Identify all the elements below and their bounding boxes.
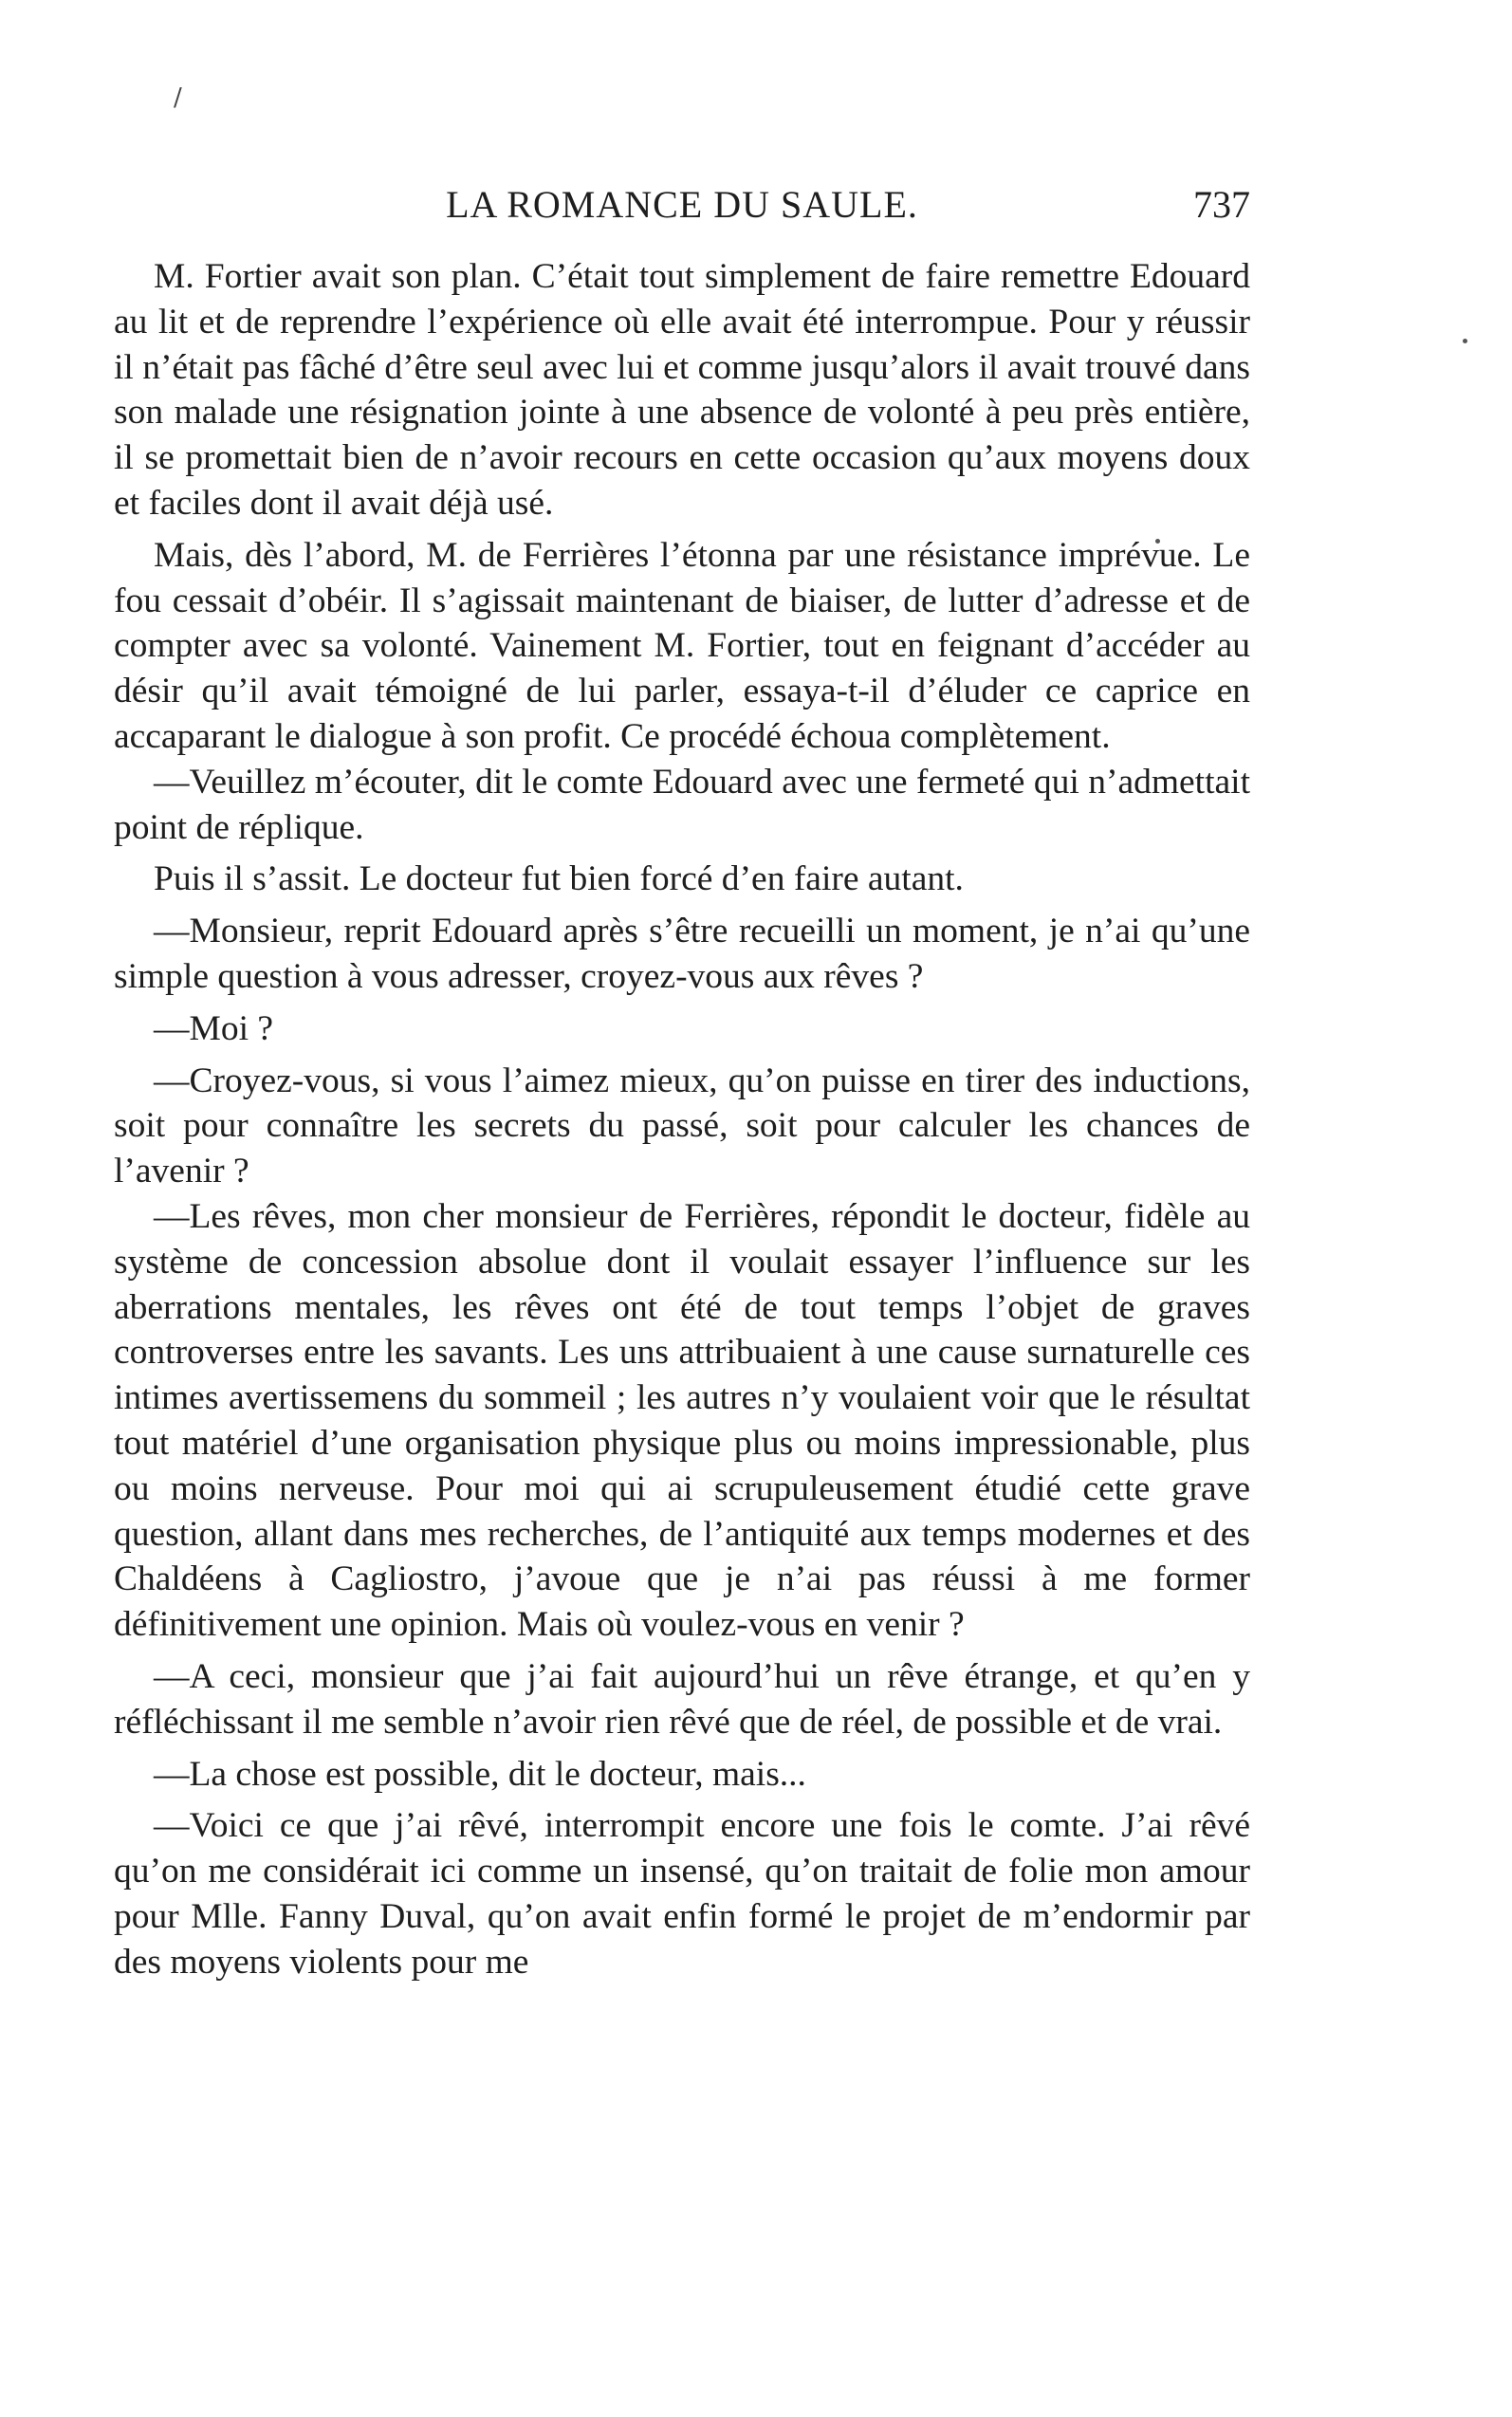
paragraph: —La chose est possible, dit le docteur, mais...: [154, 1754, 806, 1794]
paragraph: —Veuillez m’écouter, dit le comte Edouard avec une fermeté qui n’admettait point de réplique.: [114, 762, 1250, 847]
body-text: [114, 254, 1250, 1984]
paragraph: —Moi ?: [154, 1008, 274, 1048]
paragraph: Mais, dès l’abord, M. de Ferrières l’étonna par une résistance imprévue. Le fou cessait d’obéir. Il s’agissait maintenant de biaiser, de lutter d’adresse et de compter avec sa volonté. Vainement M. Fortier, tout en feignant d’accéder au désir qu’il avait témoigné de lui parler, essaya-t-il d’éluder ce caprice en accaparant le dialogue à son profit. Ce procédé échoua complètement.: [114, 535, 1250, 756]
paragraph: —A ceci, monsieur que j’ai fait aujourd’hui un rêve étrange, et qu’en y réfléchissant il me semble n’avoir rien rêvé que de réel, de possible et de vrai.: [114, 1656, 1250, 1742]
paragraph: —Les rêves, mon cher monsieur de Ferrières, répondit le docteur, fidèle au système de concession absolue dont il voulait essayer l’influence sur les aberrations mentales, les rêves ont été de tout temps l’objet de graves controverses entre les savants. Les uns attribuaient à une cause surnaturelle ces intimes avertissemens du sommeil ; les autres n’y voulaient voir que le résultat tout matériel d’une organisation physique plus ou moins impressionable, plus ou moins nerveuse. Pour moi qui ai scrupuleusement étudié cette grave question, allant dans mes recherches, de l’antiquité aux temps modernes et des Chaldéens à Cagliostro, j’avoue que je n’ai pas réussi à me former définitivement une opinion. Mais où voulez-vous en venir ?: [114, 1196, 1250, 1645]
stray-dot: [1463, 339, 1467, 343]
paragraph: Puis il s’assit. Le docteur fut bien forcé d’en faire autant.: [154, 859, 964, 899]
running-head: [114, 176, 1250, 233]
page-number: 737: [1193, 183, 1250, 226]
paragraph: —Croyez-vous, si vous l’aimez mieux, qu’on puisse en tirer des inductions, soit pour connaître les secrets du passé, soit pour calculer les chances de l’avenir ?: [114, 1061, 1250, 1191]
running-title: LA ROMANCE DU SAULE.: [446, 183, 918, 226]
stray-mark: /: [174, 83, 182, 112]
paragraph: M. Fortier avait son plan. C’était tout simplement de faire remettre Edouard au lit et de reprendre l’expérience où elle avait été interrompue. Pour y réussir il n’était pas fâché d’être seul avec lui et comme jusqu’alors il avait trouvé dans son malade une résignation jointe à une absence de volonté à peu près entière, il se promettait bien de n’avoir recours en cette occasion qu’aux moyens doux et faciles dont il avait déjà usé.: [114, 257, 1250, 523]
paragraph: —Monsieur, reprit Edouard après s’être recueilli un moment, je n’ai qu’une simple question à vous adresser, croyez-vous aux rêves ?: [114, 912, 1250, 996]
paragraph: —Voici ce que j’ai rêvé, interrompit encore une fois le comte. J’ai rêvé qu’on me considérait ici comme un insensé, qu’on traitait de folie mon amour pour Mlle. Fanny Duval, qu’on avait enfin formé le projet de m’endormir par des moyens violents pour me: [114, 1806, 1250, 1982]
